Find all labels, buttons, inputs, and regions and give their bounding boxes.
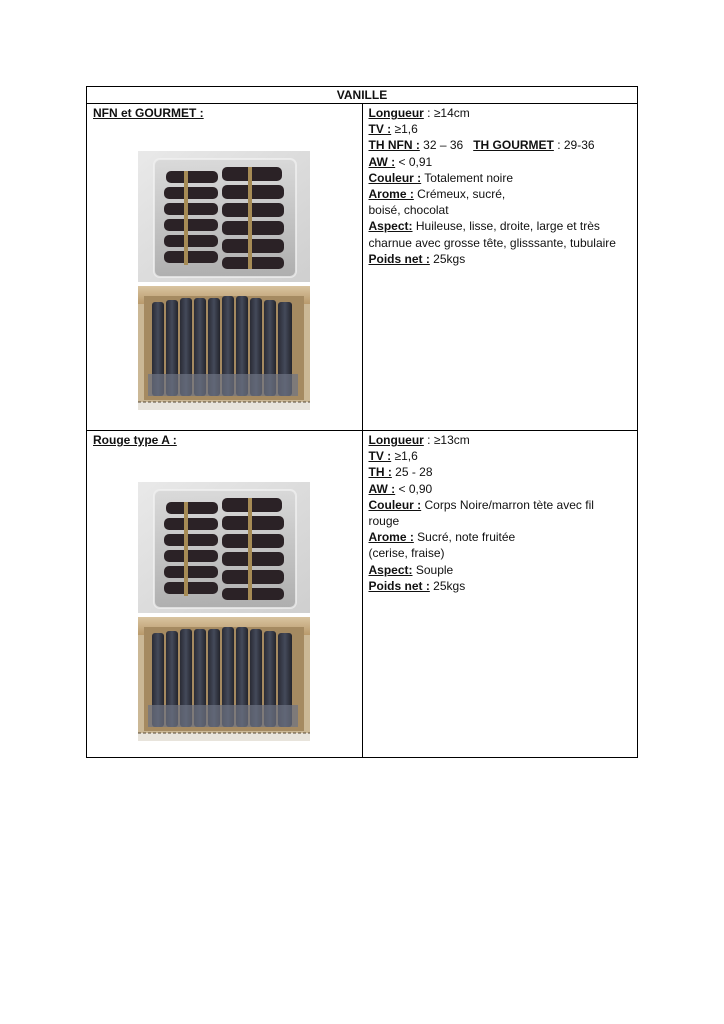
product-name: NFN et GOURMET : xyxy=(93,106,204,120)
spec-label-arome: Arome : xyxy=(368,187,414,202)
spec-value-tv: ≥1,6 xyxy=(391,449,418,464)
spec-label-poids: Poids net : xyxy=(368,578,430,593)
spec-value-couleur: Corps Noire/marron tète avec fil xyxy=(421,497,594,512)
spec-value-th: 25 - 28 xyxy=(391,465,433,480)
spec-value-poids: 25kgs xyxy=(429,578,466,593)
spec-label-aspect: Aspect: xyxy=(368,219,413,234)
product-spec-cell xyxy=(362,431,638,758)
spec-label-longueur: Longueur xyxy=(368,106,424,120)
spec-value-aw: < 0,91 xyxy=(395,154,433,169)
spec-label-arome: Arome : xyxy=(368,530,414,545)
spec-label-th-nfn: TH NFN : xyxy=(368,138,420,153)
box-photo xyxy=(138,286,310,410)
vanilla-spec-table xyxy=(86,86,638,758)
spec-value-th-nfn: 32 – 36 xyxy=(419,138,474,153)
spec-label-th-gourmet: TH GOURMET xyxy=(473,138,554,153)
spec-value-aw: < 0,90 xyxy=(395,481,433,496)
spec-label-tv: TV : xyxy=(368,122,392,137)
spec-value-poids: 25kgs xyxy=(429,251,466,266)
spec-label-longueur: Longueur xyxy=(368,433,424,447)
product-row-nfn-gourmet xyxy=(87,104,638,431)
spec-label-couleur: Couleur : xyxy=(368,170,422,185)
spec-value-arome-cont: boisé, chocolat xyxy=(368,203,449,218)
spec-value-couleur-cont: rouge xyxy=(368,514,400,529)
spec-label-couleur: Couleur : xyxy=(368,497,422,512)
spec-value-arome-cont: (cerise, fraise) xyxy=(368,546,445,561)
spec-value-aspect: Huileuse, lisse, droite, large et très xyxy=(412,219,600,234)
table-title: VANILLE xyxy=(87,87,638,104)
spec-label-poids: Poids net : xyxy=(368,251,430,266)
product-image-cell xyxy=(87,104,363,431)
spec-value-arome: Crémeux, sucré, xyxy=(413,187,506,202)
product-row-rouge-type-a xyxy=(87,431,638,758)
spec-label-th: TH : xyxy=(368,465,392,480)
vacuum-pack-photo xyxy=(138,151,310,282)
product-image-cell xyxy=(87,431,363,758)
spec-list xyxy=(369,104,638,267)
box-photo xyxy=(138,617,310,741)
spec-value-couleur: Totalement noire xyxy=(421,170,514,185)
spec-value-arome: Sucré, note fruitée xyxy=(413,530,516,545)
spec-label-aw: AW : xyxy=(368,481,396,496)
spec-value-longueur: : ≥14cm xyxy=(423,106,470,120)
spec-value-tv: ≥1,6 xyxy=(391,122,418,137)
product-spec-cell xyxy=(362,104,638,431)
spec-value-aspect-cont: charnue avec grosse tête, glisssante, tubulaire xyxy=(368,235,616,250)
spec-label-aw: AW : xyxy=(368,154,396,169)
spec-value-longueur: : ≥13cm xyxy=(423,433,470,447)
vacuum-pack-photo xyxy=(138,482,310,613)
spec-label-aspect: Aspect: xyxy=(368,562,413,577)
spec-value-th-gourmet: : 29-36 xyxy=(553,138,595,153)
product-name: Rouge type A : xyxy=(93,433,177,447)
spec-label-tv: TV : xyxy=(368,449,392,464)
spec-value-aspect: Souple xyxy=(412,562,454,577)
spec-list xyxy=(369,431,638,594)
